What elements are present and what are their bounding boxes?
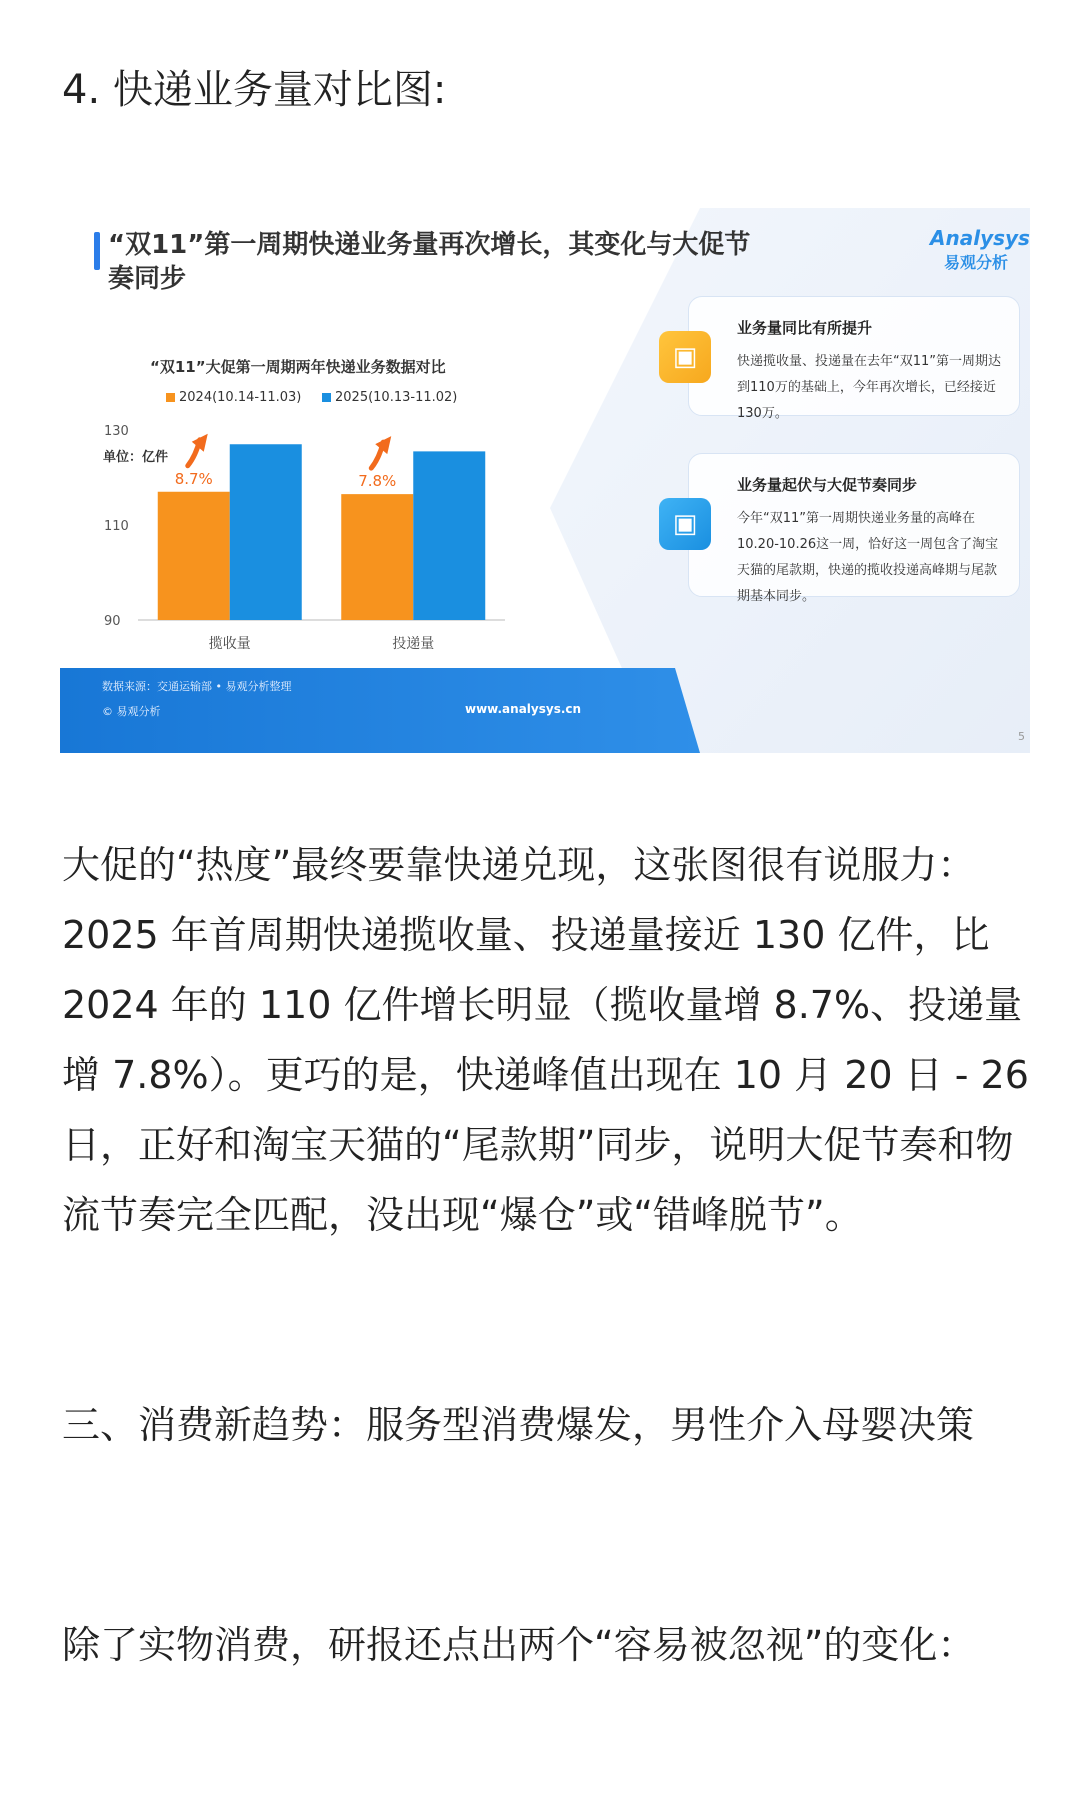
unit-label: 单位：亿件 [103, 450, 169, 465]
x-tick-label: 投递量 [392, 636, 435, 652]
bar-2025 [230, 444, 302, 620]
arrow-head-icon [375, 436, 391, 454]
section-heading: 4. 快递业务量对比图: [62, 67, 447, 113]
insight-card-1 [672, 296, 1020, 421]
body-paragraph-2: 除了实物消费，研报还点出两个“容易被忽视”的变化： [62, 1623, 976, 1667]
analysys-logo [930, 226, 1030, 286]
legend-label-2025: 2025(10.13-11.02) [335, 390, 458, 405]
page-number: 5 [1018, 730, 1025, 743]
copyright: © 易观分析 [102, 705, 161, 718]
bar-2025 [413, 451, 485, 620]
section-heading-3: 三、消费新趋势：服务型消费爆发，男性介入母婴决策 [62, 1403, 975, 1447]
y-tick-label: 130 [104, 424, 129, 439]
x-tick-label: 揽收量 [208, 636, 251, 652]
arrow-head-icon [192, 434, 208, 452]
logo-text: Analysys [930, 226, 1030, 250]
card-title: 业务量同比有所提升 [737, 319, 873, 337]
legend-label-2024: 2024(10.14-11.03) [179, 390, 302, 405]
website-url: www.analysys.cn [465, 702, 582, 716]
data-source: 数据来源：交通运输部 • 易观分析整理 [102, 680, 292, 693]
report-slide-image [60, 208, 1030, 753]
y-tick-label: 110 [104, 519, 129, 534]
body-paragraph-1: 大促的“热度”最终要靠快递兑现，这张图很有说服力：2025 年首周期快递揽收量、投递量接近 130 亿件，比 2024 年的 110 亿件增长明显（揽收量增 8.7%、投递量增 7.8%）。更巧的是，快递峰值出现在 10 月 20 日 - 26 日，正好和淘宝天猫的“尾款期”同步，说明大促节奏和物流节奏完全匹配，没出现“爆仓”或“错峰脱节”。 [62, 843, 1029, 1237]
chart-title: “双11”大促第一周期两年快递业务数据对比 [150, 358, 446, 376]
logo-subtext: 易观分析 [944, 253, 1009, 272]
package-icon: ▣ [659, 331, 711, 383]
card-title: 业务量起伏与大促节奏同步 [737, 476, 918, 494]
package-icon: ▣ [659, 498, 711, 550]
bar-chart [60, 208, 620, 668]
card-body: 快递揽收量、投递量在去年“双11”第一周期达到110万的基础上，今年再次增长，已经接近130万。 [737, 354, 1002, 421]
card-body: 今年“双11”第一周期快递业务量的高峰在10.20-10.26这一周，恰好这一周包含了淘宝天猫的尾款期，快递的揽收投递高峰期与尾款期基本同步。 [737, 511, 999, 604]
growth-label: 8.7% [174, 469, 213, 488]
insight-card-2 [672, 453, 1020, 604]
slide-title: “双11”第一周期快递业务量再次增长，其变化与大促节奏同步 [108, 230, 751, 294]
bar-2024 [341, 494, 413, 620]
y-tick-label: 90 [104, 614, 121, 629]
growth-label: 7.8% [358, 472, 397, 491]
bar-2024 [158, 492, 230, 620]
